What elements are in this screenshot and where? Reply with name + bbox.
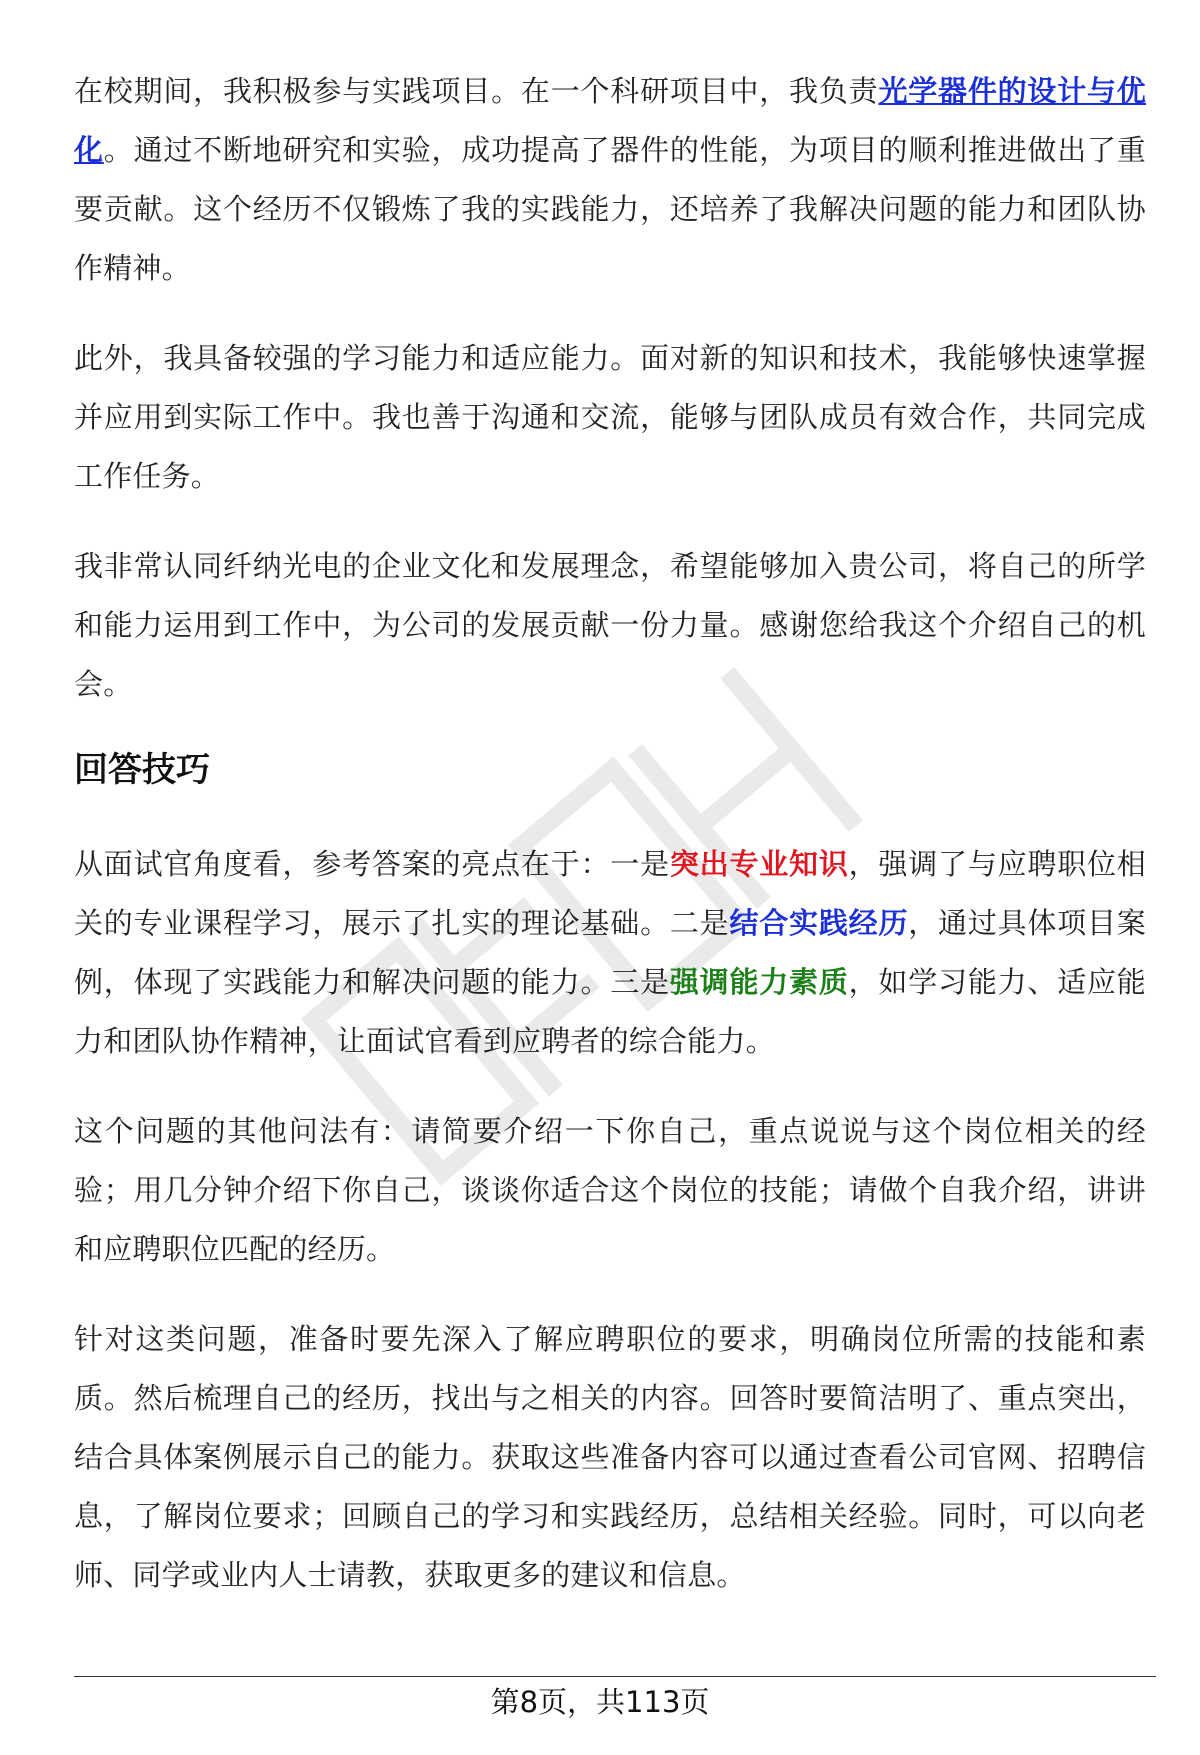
paragraph-alternative-questions: 这个问题的其他问法有：请简要介绍一下你自己，重点说说与这个岗位相关的经验；用几分钟介绍下你自己，谈谈你适合这个岗位的技能；请做个自我介绍，讲讲和应聘职位匹配的经历。 [74, 1114, 1146, 1266]
highlight-ability-quality: 强调能力素质 [669, 965, 849, 999]
highlight-practice-experience: 结合实践经历 [729, 906, 909, 940]
paragraph-practice-after: 。通过不断地研究和实验，成功提高了器件的性能，为项目的顺利推进做出了重要贡献。这个经历不仅锻炼了我的实践能力，还培养了我解决问题的能力和团队协作精神。 [74, 133, 1146, 285]
highlights-text-2: ，强调了与应聘职位相关的专业课程学习，展示了扎实的理论基础。二是 [74, 847, 1146, 940]
paragraph-practice [74, 62, 1146, 298]
paragraph-company-culture: 我非常认同纤纳光电的企业文化和发展理念，希望能够加入贵公司，将自己的所学和能力运用到工作中，为公司的发展贡献一份力量。感谢您给我这个介绍自己的机会。 [74, 549, 1146, 701]
document-content [74, 62, 1146, 1636]
highlights-text-4: ，如学习能力、适应能力和团队协作精神，让面试官看到应聘者的综合能力。 [74, 965, 1146, 1058]
paragraph-learning-ability: 此外，我具备较强的学习能力和适应能力。面对新的知识和技术，我能够快速掌握并应用到实际工作中。我也善于沟通和交流，能够与团队成员有效合作，共同完成工作任务。 [74, 341, 1146, 493]
paragraph-highlights [74, 835, 1146, 1071]
highlight-professional-knowledge: 突出专业知识 [669, 847, 849, 881]
paragraph-preparation-tips: 针对这类问题，准备时要先深入了解应聘职位的要求，明确岗位所需的技能和素质。然后梳理自己的经历，找出与之相关的内容。回答时要简洁明了、重点突出，结合具体案例展示自己的能力。获取这些准备内容可以通过查看公司官网、招聘信息，了解岗位要求；回顾自己的学习和实践经历，总结相关经验。同时，可以向老师、同学或业内人士请教，获取更多的建议和信息。 [74, 1322, 1146, 1592]
highlight-optical-design: 光学器件的设计与优化 [74, 74, 1146, 167]
footer-divider [74, 1676, 1156, 1677]
section-heading: 回答技巧 [74, 750, 210, 790]
paragraph-practice-before: 在校期间，我积极参与实践项目。在一个科研项目中，我负责 [74, 74, 879, 108]
highlights-text-1: 从面试官角度看，参考答案的亮点在于：一是 [74, 847, 670, 881]
page-number: 第8页，共113页 [490, 1685, 710, 1719]
highlights-text-3: ，通过具体项目案例，体现了实践能力和解决问题的能力。三是 [74, 906, 1146, 999]
